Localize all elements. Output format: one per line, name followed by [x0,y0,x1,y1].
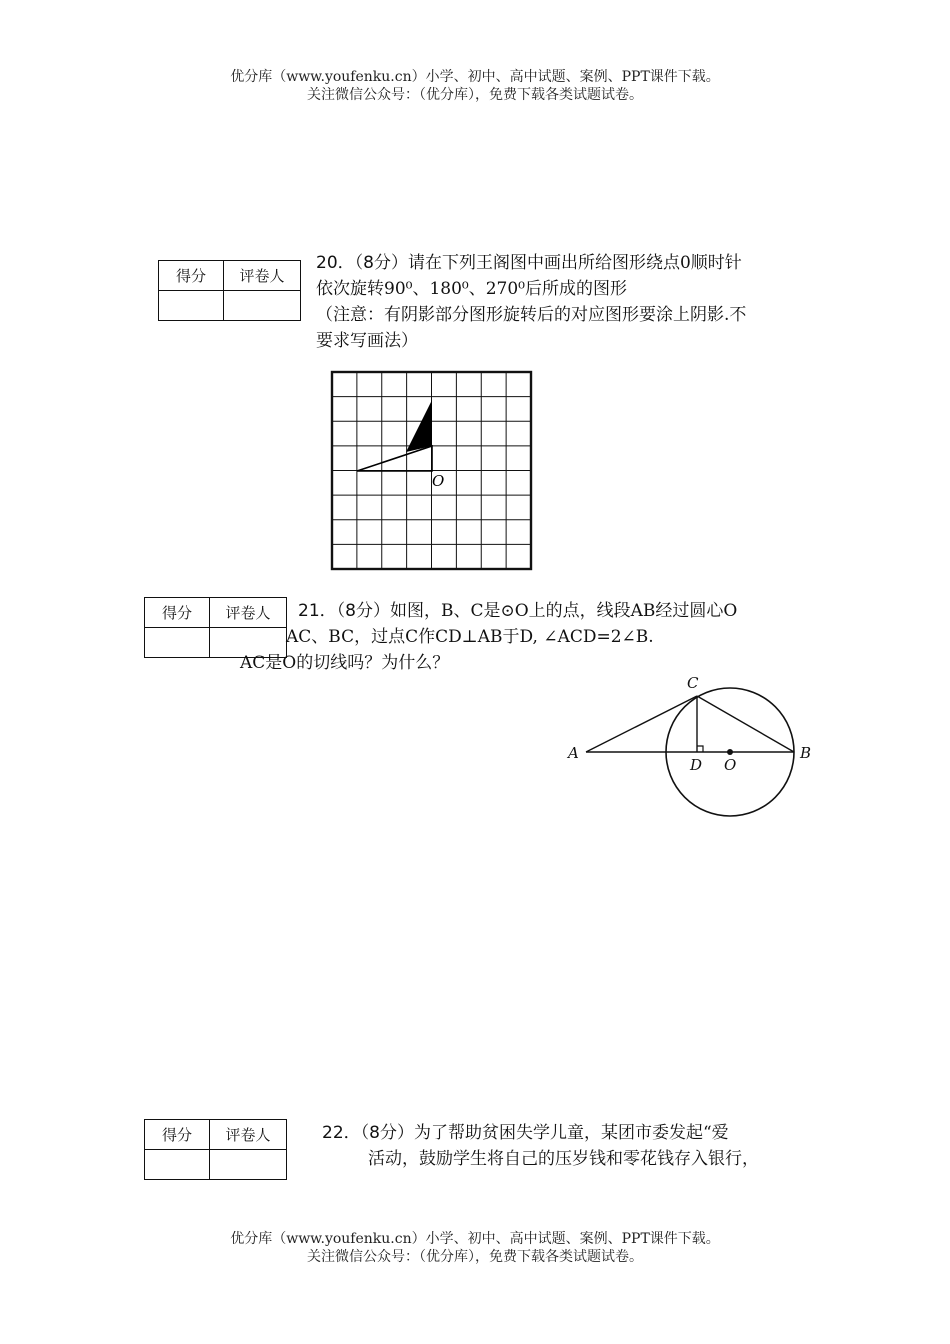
question-20-line-3: （注意：有阴影部分图形旋转后的对应图形要涂上阴影.不 [316,305,747,325]
unshaded-triangle [357,446,432,471]
question-22-line-2: 活动，鼓励学生将自己的压岁钱和零花钱存入银行， [368,1149,759,1169]
grader-header-label: 评卷人 [210,1120,287,1150]
footer-line-2: 关注微信公众号：（优分库），免费下载各类试题试卷。 [307,1249,643,1265]
center-point-o [727,749,733,755]
question-20-line-4: 要求写画法） [316,331,418,351]
point-o-label: O [432,472,445,490]
score-header-label: 得分 [145,1120,210,1150]
grader-cell[interactable] [210,628,287,658]
score-header-label: 得分 [159,261,224,291]
shaded-triangle [406,400,432,452]
question-21-line-3: AC是O的切线吗？为什么？ [240,653,450,673]
question-20 [316,250,816,354]
header-line-2: 关注微信公众号：（优分库），免费下载各类试题试卷。 [307,87,643,103]
label-a: A [568,744,579,762]
grader-cell[interactable] [210,1150,287,1180]
grader-header-label: 评卷人 [210,598,287,628]
label-d: D [690,756,703,774]
circle-tangent-figure [560,670,820,820]
score-table-q21 [144,597,287,658]
score-table-q22 [144,1119,287,1180]
footer-line-1: 优分库（www.youfenku.cn）小学、初中、高中试题、案例、PPT课件下载。 [230,1231,720,1247]
line-bc [697,696,794,752]
right-angle-mark [697,746,703,752]
grader-cell[interactable] [224,291,301,321]
grader-header-label: 评卷人 [224,261,301,291]
score-header-label: 得分 [145,598,210,628]
question-21 [240,598,820,676]
question-22 [322,1120,822,1172]
score-cell[interactable] [145,628,210,658]
question-21-line-1: 如图，B、C是⊙O上的点，线段AB经过圆心O [389,601,738,621]
label-b: B [800,744,812,762]
question-21-line-2: AC、BC，过点C作CD⊥AB于D, ∠ACD=2∠B. [286,627,654,647]
question-22-line-1: 为了帮助贫困失学儿童，某团市委发起“爱 [413,1123,729,1143]
question-20-line-1: 请在下列王阁图中画出所给图形绕点0顺时针 [407,253,742,273]
score-cell[interactable] [145,1150,210,1180]
rotation-grid-figure [330,370,534,572]
question-22-number: 22．（8分） [322,1123,414,1143]
label-c: C [687,674,699,692]
line-ac [586,696,697,752]
label-o: O [724,756,737,774]
question-20-line-2: 依次旋转90⁰、180⁰、270⁰后所成的图形 [316,279,627,299]
question-20-number: 20．（8分） [316,253,408,273]
header-line-1: 优分库（www.youfenku.cn）小学、初中、高中试题、案例、PPT课件下载。 [230,69,720,85]
score-table-q20 [158,260,301,321]
score-cell[interactable] [159,291,224,321]
question-21-number: 21．（8分） [298,601,390,621]
